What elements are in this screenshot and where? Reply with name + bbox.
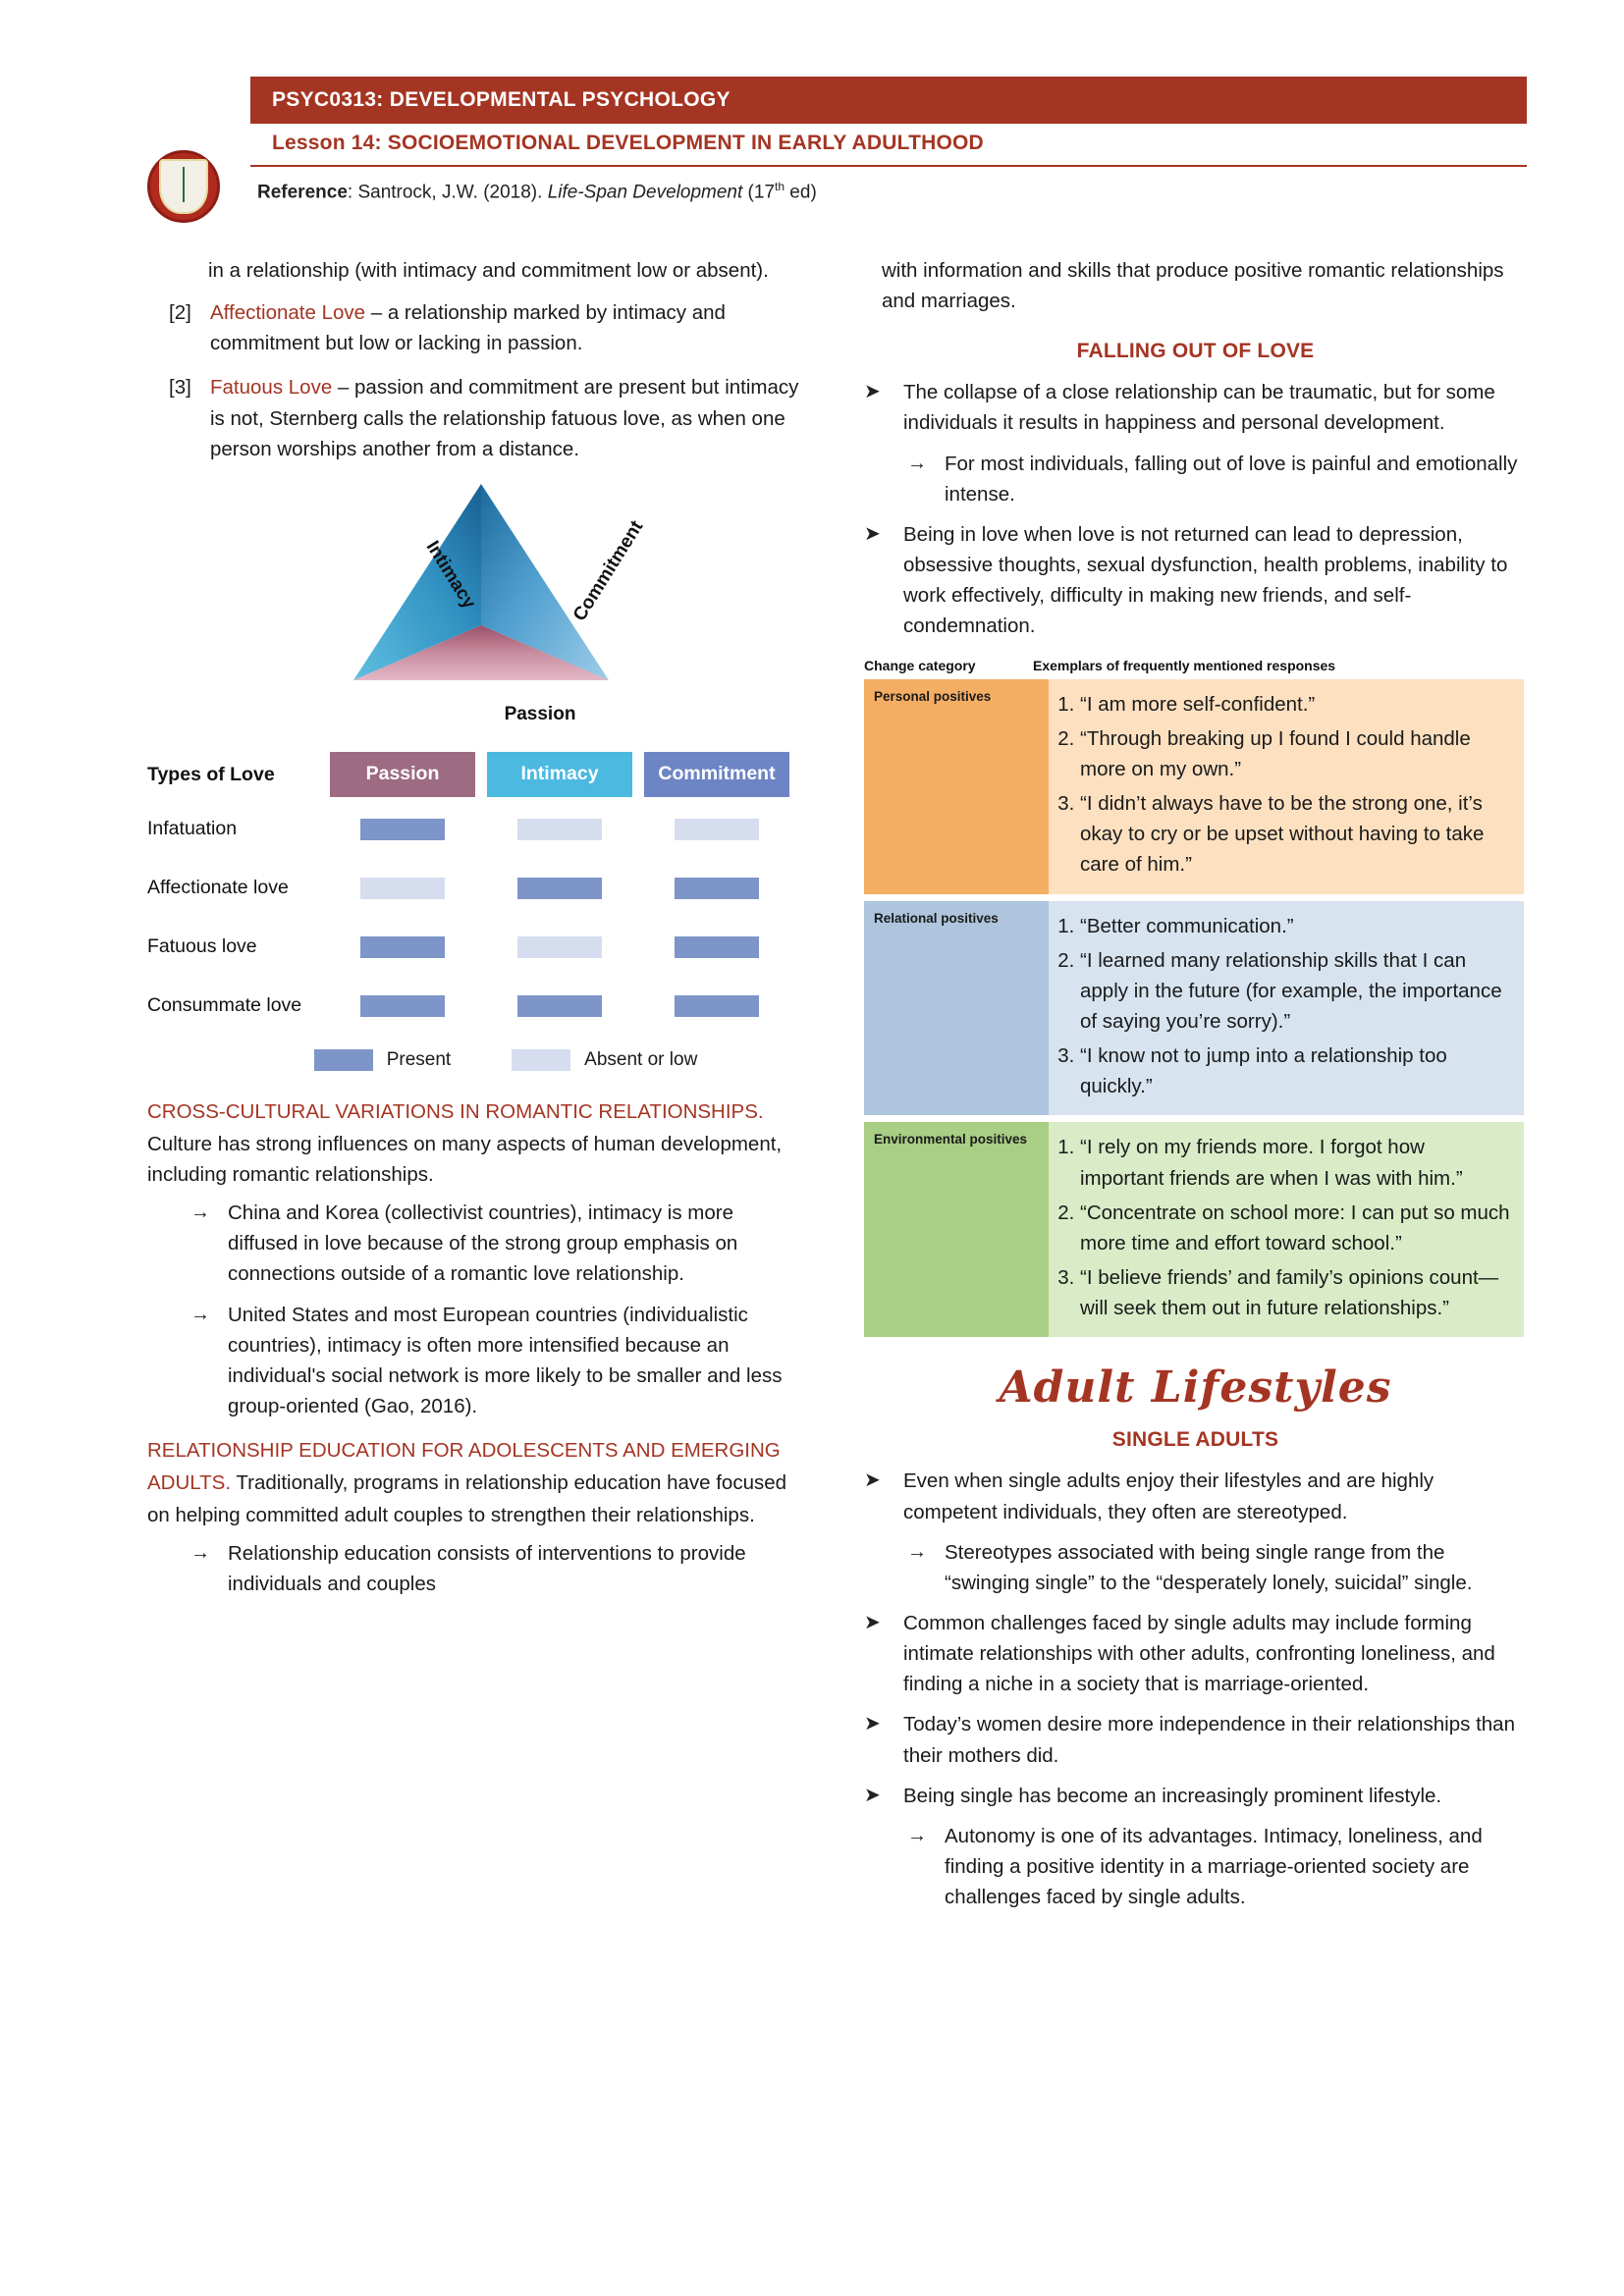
left-continued-paragraph: in a relationship (with intimacy and commitment low or absent). [208,259,769,282]
legend-swatch-present [314,1049,373,1071]
exemplar-item: 2. “Concentrate on school more: I can put so much more time and effort toward school.” [1080,1198,1512,1258]
list-item-text: For most individuals, falling out of love is painful and emotionally intense. [945,452,1518,506]
row-category-label: Relational positives [864,901,1049,1116]
column-header-exemplars: Exemplars of frequently mentioned responses [1033,657,1336,673]
sternberg-triangle-figure [147,478,805,743]
cell [638,819,795,840]
love-types-list [147,297,805,464]
reference-line [257,180,1524,203]
exemplar-item: 3. “I know not to jump into a relationship too quickly.” [1080,1041,1512,1101]
table-legend [147,1049,805,1071]
value-bar [360,878,445,899]
header-cell-passion [324,752,481,797]
arrow-icon: → [190,1541,210,1564]
header-divider [250,165,1527,167]
exemplar-item: 1. “I rely on my friends more. I forgot how important friends are when I was with him.” [1080,1132,1512,1193]
list-item [147,1538,805,1599]
falling-out-of-love-title: FALLING OUT OF LOVE [1076,340,1315,363]
exemplar-item: 1. “Better communication.” [1080,911,1512,941]
list-item [147,372,805,463]
cross-cultural-subpoints [147,1198,805,1421]
list-item [147,1300,805,1422]
list-item-text: Even when single adults enjoy their lifestyles and are highly competent individuals, they often are stereotyped. [903,1469,1435,1523]
right-column [864,255,1527,1922]
chevron-bullet-icon: ➤ [864,1612,881,1633]
row-label: Affectionate love [147,877,289,899]
column-header-label: Commitment [644,752,789,797]
list-item-text: Today’s women desire more independence in their relationships than their mothers did. [903,1713,1515,1767]
list-item-number: [2] [169,301,191,325]
table-header-row [864,658,1524,679]
term-affectionate-love: Affectionate Love [210,301,366,325]
list-item [864,449,1527,509]
cell [638,995,795,1017]
cell [324,995,481,1017]
cell [324,878,481,899]
triangle-label-passion: Passion [504,703,576,724]
table-header-row [147,749,805,800]
table-row [147,859,805,918]
table-row [147,800,805,859]
reference-label: Reference [257,182,348,203]
row-category-label: Personal positives [864,679,1049,894]
list-item-text: Stereotypes associated with being single range from the “swinging single” to the “desperately lonely, suicidal” single. [945,1540,1473,1594]
lesson-title: Lesson 14: SOCIOEMOTIONAL DEVELOPMENT IN EARLY ADULTHOOD [272,132,984,154]
right-continued-paragraph: with information and skills that produce positive romantic relationships and marriages. [882,259,1504,313]
table-row [147,977,805,1036]
value-bar [360,819,445,840]
exemplar-item: 3. “I believe friends’ and family’s opinions count—will seek them out in future relationships.” [1080,1262,1512,1323]
chevron-bullet-icon: ➤ [864,1713,881,1735]
change-category-table [864,658,1524,1338]
term-fatuous-love: Fatuous Love [210,376,333,400]
relationship-education-body: Traditionally, programs in relationship education have focused on helping committed adult couples to strengthen their relationships. [147,1470,787,1526]
cell [324,819,481,840]
header-cell-commitment [638,752,795,797]
list-item [147,297,805,358]
row-label: Infatuation [147,818,238,840]
column-header-label: Intimacy [487,752,632,797]
table-row [864,1122,1524,1337]
value-bar [517,878,602,899]
list-item-number: [3] [169,376,191,400]
column-header-label: Passion [330,752,475,797]
list-item [864,1466,1527,1526]
legend-swatch-absent [512,1049,570,1071]
list-item-text: United States and most European countries (individualistic countries), intimacy is often more intensified because an individual's social network is more likely to be smaller and less group-oriented (Gao, 2016). [228,1303,783,1417]
list-item [864,377,1527,438]
chevron-bullet-icon: ➤ [864,1469,881,1492]
value-bar [360,995,445,1017]
legend-label-absent: Absent or low [584,1048,698,1070]
list-item-text: – passion and commitment are present but intimacy is not, Sternberg calls the relationship fatuous love, as when one person worships another from a distance. [210,376,799,460]
cell [481,819,638,840]
chevron-bullet-icon: ➤ [864,1784,881,1806]
list-item-text: – a relationship marked by intimacy and commitment but low or lacking in passion. [210,301,726,355]
row-exemplars [1049,901,1524,1116]
exemplar-item: 3. “I didn’t always have to be the strong one, it’s okay to cry or be upset without having to take care of him.” [1080,788,1512,880]
single-adults-title: SINGLE ADULTS [1111,1428,1279,1452]
reference-edition: (17 [742,182,776,203]
relationship-education-paragraph [147,1435,805,1530]
reference-edition-end: ed) [785,182,817,203]
falling-out-of-love-points [864,377,1527,641]
value-bar [675,936,759,958]
exemplar-item: 1. “I am more self-confident.” [1080,689,1512,720]
cross-cultural-section [147,1096,805,1421]
table-row [147,918,805,977]
arrow-icon: → [190,1201,210,1224]
column-header-change-category: Change category [864,657,976,673]
value-bar [675,878,759,899]
chevron-bullet-icon: ➤ [864,522,881,545]
value-bar [675,819,759,840]
cell [638,936,795,958]
course-title-bar [250,77,1527,124]
list-item [864,1537,1527,1598]
arrow-icon: → [907,1540,927,1563]
list-item-text: China and Korea (collectivist countries), intimacy is more diffused in love because of the strong group emphasis on connections outside of a romantic love relationship. [228,1201,738,1286]
left-column [147,255,805,1609]
cell [481,878,638,899]
relationship-education-subpoints [147,1538,805,1599]
list-item-text: Being single has become an increasingly prominent lifestyle. [903,1784,1442,1807]
arrow-icon: → [907,452,927,474]
triangle-graphic [339,478,623,694]
list-item-text: Autonomy is one of its advantages. Intimacy, loneliness, and finding a positive identity in a marriage-oriented society are challenges faced by single adults. [945,1824,1483,1909]
row-exemplars [1049,679,1524,894]
row-exemplars [1049,1122,1524,1337]
row-label: Consummate love [147,994,302,1017]
cell [324,936,481,958]
reference-rest: : Santrock, J.W. (2018). [347,182,548,203]
cross-cultural-heading: CROSS-CULTURAL VARIATIONS IN ROMANTIC RELATIONSHIPS. [147,1099,764,1123]
list-item-body [210,372,805,463]
table-row [864,679,1524,894]
list-item-text: Common challenges faced by single adults may include forming intimate relationships with other adults, confronting loneliness, and finding a niche in a society that is marriage-oriented. [903,1612,1495,1696]
university-seal-icon [147,150,220,223]
list-item [864,1709,1527,1770]
row-category-label: Environmental positives [864,1122,1049,1337]
adult-lifestyles-title: Adult Lifestyles [999,1362,1392,1414]
cross-cultural-paragraph [147,1096,805,1190]
header-cell-intimacy [481,752,638,797]
reference-title: Life-Span Development [547,182,743,203]
exemplar-item: 2. “Through breaking up I found I could handle more on my own.” [1080,723,1512,784]
list-item [147,1198,805,1289]
chevron-bullet-icon: ➤ [864,381,881,403]
relationship-education-heading: RELATIONSHIP EDUCATION FOR ADOLESCENTS AND EMERGING ADULTS. [147,1439,781,1494]
list-item [864,1608,1527,1699]
value-bar [517,819,602,840]
list-item-text: Relationship education consists of interventions to provide individuals and couples [228,1541,746,1596]
cell [638,878,795,899]
triangle-label-intimacy: Intimacy [421,537,480,613]
triangle-label-commitment: Commitment [568,516,648,625]
list-item-body [210,297,805,358]
row-label: Fatuous love [147,935,257,958]
table-row [864,901,1524,1116]
arrow-icon: → [907,1824,927,1846]
types-of-love-table [147,749,805,1071]
cell [481,936,638,958]
single-adults-points [864,1466,1527,1912]
list-item-text: The collapse of a close relationship can be traumatic, but for some individuals it results in happiness and personal development. [903,381,1495,435]
course-title: PSYC0313: DEVELOPMENTAL PSYCHOLOGY [272,88,731,111]
list-item [864,1781,1527,1811]
value-bar [517,995,602,1017]
list-item [864,519,1527,642]
relationship-education-section [147,1435,805,1599]
arrow-icon: → [190,1303,210,1325]
reference-sup: th [775,180,785,193]
list-item [864,1821,1527,1912]
value-bar [675,995,759,1017]
value-bar [517,936,602,958]
exemplar-item: 2. “I learned many relationship skills that I can apply in the future (for example, the importance of saying you’re sorry).” [1080,945,1512,1037]
cross-cultural-body: Culture has strong influences on many aspects of human development, including romantic relationships. [147,1132,783,1186]
legend-label-present: Present [386,1048,452,1070]
cell [481,995,638,1017]
value-bar [360,936,445,958]
table-corner-label: Types of Love [147,763,275,785]
list-item-text: Being in love when love is not returned can lead to depression, obsessive thoughts, sexual dysfunction, health problems, inability to work effectively, difficulty in making new friends, and self-condemnation. [903,522,1508,638]
